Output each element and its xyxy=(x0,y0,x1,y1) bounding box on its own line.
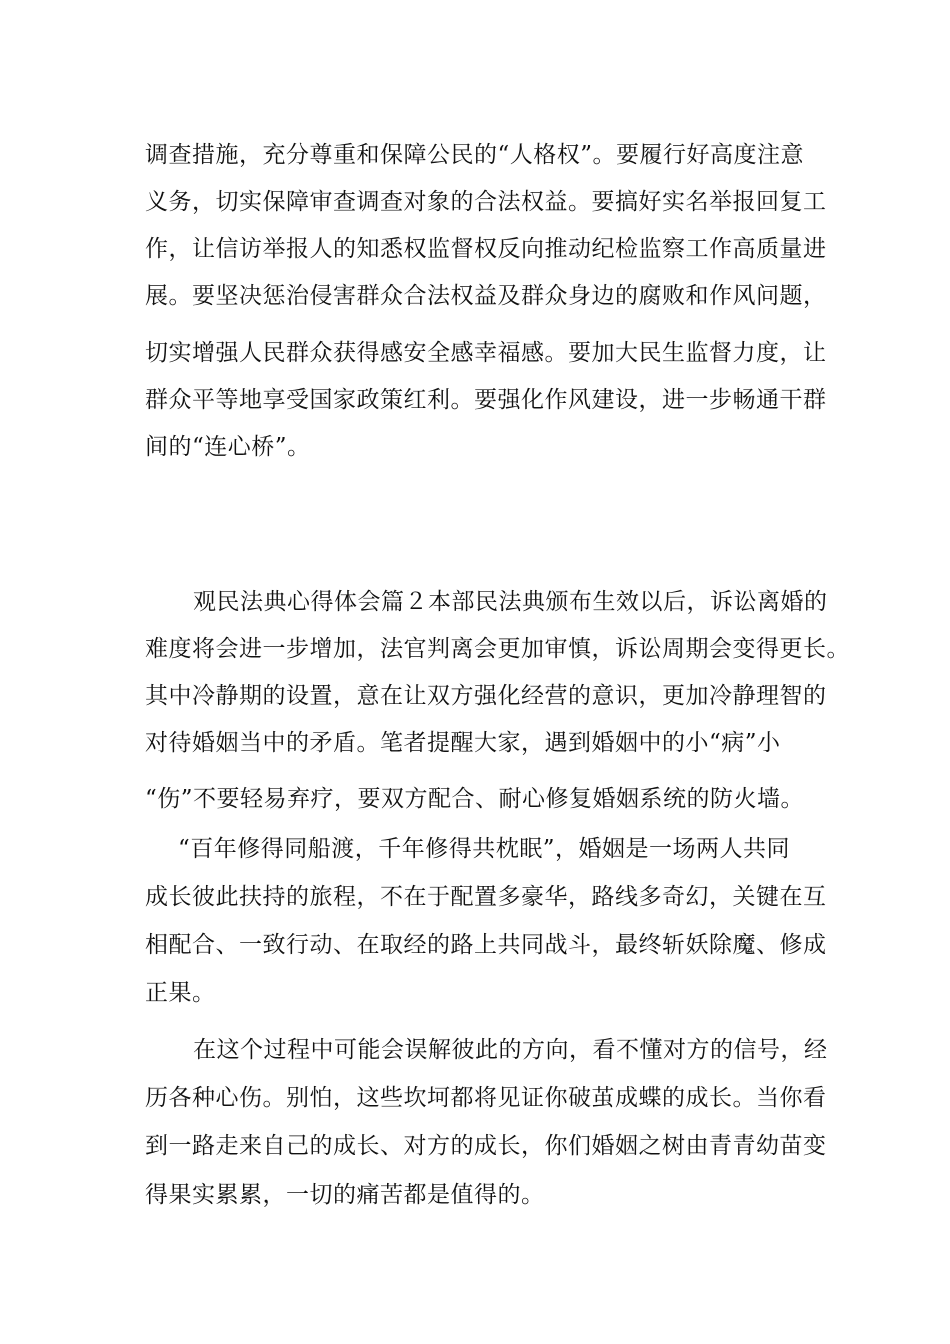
paragraph-2-line-4: 对待婚姻当中的矛盾。笔者提醒大家，遇到婚姻中的小“病”小 xyxy=(145,730,781,756)
paragraph-2-line-1: 观民法典心得体会篇２本部民法典颁布生效以后，诉讼离婚的 xyxy=(193,589,828,615)
paragraph-2-line-5: “伤”不要轻易弃疗，要双方配合、耐心修复婚姻系统的防火墙。 xyxy=(145,786,805,812)
paragraph-4-line-4: 得果实累累，一切的痛苦都是值得的。 xyxy=(145,1182,545,1208)
paragraph-2-line-2: 难度将会进一步增加，法官判离会更加审慎，诉讼周期会变得更长。 xyxy=(145,636,850,662)
paragraph-3-line-3: 相配合、一致行动、在取经的路上共同战斗，最终斩妖除魔、修成 xyxy=(145,932,827,958)
paragraph-3-line-4: 正果。 xyxy=(145,980,216,1006)
paragraph-4-line-2: 历各种心伤。别怕，这些坎坷都将见证你破茧成蝶的成长。当你看 xyxy=(145,1085,827,1111)
paragraph-4-line-3: 到一路走来自己的成长、对方的成长，你们婚姻之树由青青幼苗变 xyxy=(145,1133,827,1159)
paragraph-3-line-1: “百年修得同船渡，千年修得共枕眠”，婚姻是一场两人共同 xyxy=(178,836,791,862)
paragraph-1-line-5: 切实增强人民群众获得感安全感幸福感。要加大民生监督力度，让 xyxy=(145,340,827,366)
paragraph-2-line-3: 其中冷静期的设置，意在让双方强化经营的意识，更加冷静理智的 xyxy=(145,683,827,709)
paragraph-3-line-2: 成长彼此扶持的旅程，不在于配置多豪华，路线多奇幻，关键在互 xyxy=(145,884,827,910)
paragraph-1-line-6: 群众平等地享受国家政策红利。要强化作风建设，进一步畅通干群 xyxy=(145,387,827,413)
paragraph-1-line-3: 作，让信访举报人的知悉权监督权反向推动纪检监察工作高质量进 xyxy=(145,236,827,262)
paragraph-1-line-4: 展。要坚决惩治侵害群众合法权益及群众身边的腐败和作风问题， xyxy=(145,283,827,309)
paragraph-1-line-7: 间的“连心桥”。 xyxy=(145,434,311,460)
paragraph-1-line-2: 义务，切实保障审查调查对象的合法权益。要搞好实名举报回复工 xyxy=(145,189,827,215)
paragraph-1-line-1: 调查措施，充分尊重和保障公民的“人格权”。要履行好高度注意 xyxy=(145,142,805,168)
paragraph-4-line-1: 在这个过程中可能会误解彼此的方向，看不懂对方的信号，经 xyxy=(193,1037,828,1063)
